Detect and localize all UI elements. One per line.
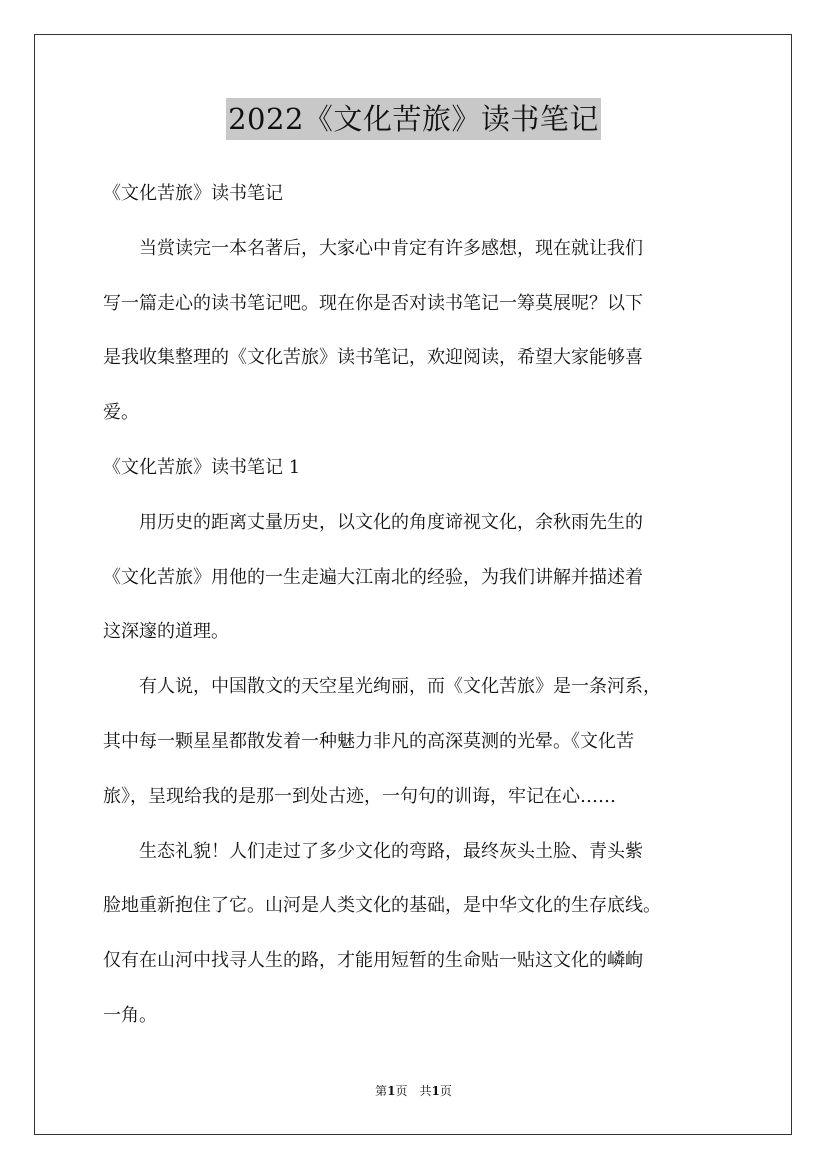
paragraph-line: 当赏读完一本名著后，大家心中肯定有许多感想，现在就让我们: [103, 237, 643, 259]
paragraph-line: 爱。: [103, 402, 139, 424]
section-heading: 《文化苦旅》读书笔记: [103, 183, 283, 204]
paragraph-line: 有人说，中国散文的天空星光绚丽，而《文化苦旅》是一条河系，: [103, 676, 661, 698]
section-heading: 《文化苦旅》读书笔记 1: [103, 456, 301, 478]
document-body: [103, 170, 743, 1047]
paragraph-line: 《文化苦旅》用他的一生走遍大江南北的经验，为我们讲解并描述着: [103, 566, 643, 588]
page-current-number: 1: [387, 1084, 396, 1098]
paragraph-line: 是我收集整理的《文化苦旅》读书笔记，欢迎阅读，希望大家能够喜: [103, 347, 643, 369]
paragraph-line: 写一篇走心的读书笔记吧。现在你是否对读书笔记一筹莫展呢？以下: [103, 292, 643, 314]
paragraph-line: 脸地重新抱住了它。山河是人类文化的基础，是中华文化的生存底线。: [103, 895, 661, 917]
page-label-suffix: 页: [439, 1084, 452, 1098]
page-total-number: 1: [431, 1084, 440, 1098]
title-container: [0, 98, 827, 140]
paragraph-line: 仅有在山河中找寻人生的路，才能用短暂的生命贴一贴这文化的嶙峋: [103, 950, 643, 972]
paragraph-line: 一角。: [103, 1004, 157, 1026]
paragraph-line: 旅》，呈现给我的是那一到处古迹，一句句的训诲，牢记在心……: [103, 785, 616, 807]
document-title: 2022《文化苦旅》读书笔记: [226, 98, 601, 140]
paragraph-line: 生态礼貌！人们走过了多少文化的弯路，最终灰头土脸、青头紫: [103, 840, 643, 862]
page-label-prefix: 第: [375, 1084, 388, 1098]
paragraph-line: 其中每一颗星星都散发着一种魅力非凡的高深莫测的光晕。《文化苦: [103, 730, 634, 752]
page-footer: [0, 1082, 827, 1099]
paragraph-line: 这深邃的道理。: [103, 621, 229, 643]
paragraph-line: 用历史的距离丈量历史，以文化的角度谛视文化，余秋雨先生的: [103, 511, 643, 533]
page-label-mid: 页 共: [395, 1084, 432, 1098]
